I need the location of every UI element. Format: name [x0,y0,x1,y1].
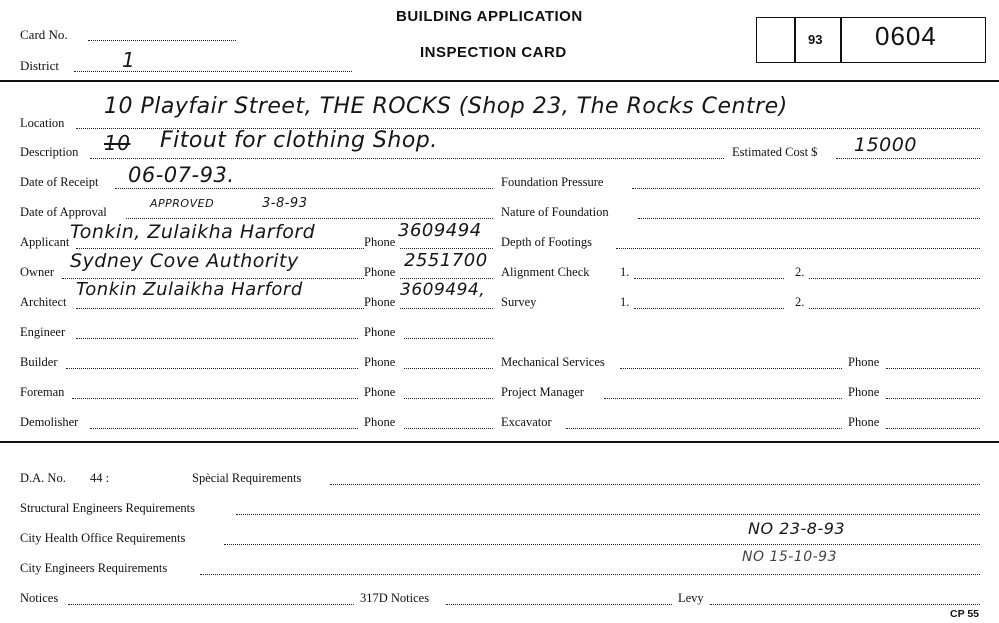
owner-phone-label: Phone [364,265,396,279]
date-receipt-label: Date of Receipt [20,175,99,189]
levy-label: Levy [678,591,704,605]
alignment-num-2: 2. [795,265,805,279]
structural-requirements-label: Structural Engineers Requirements [20,501,195,515]
applicant-phone-field[interactable] [400,248,493,249]
applicant-phone-label: Phone [364,235,396,249]
city-engineers-value: NO 15-10-93 [742,549,837,565]
date-approval-label: Date of Approval [20,205,107,219]
header-rule [0,80,999,82]
excavator-phone-field[interactable] [886,428,980,429]
engineer-label: Engineer [20,325,66,339]
alignment-check-field-1[interactable] [634,278,784,279]
description-field[interactable] [90,158,724,159]
survey-field-2[interactable] [809,308,980,309]
description-prefix: 10 [104,131,131,155]
alignment-check-field-2[interactable] [809,278,980,279]
engineer-phone-field[interactable] [404,338,493,339]
excavator-phone-label: Phone [848,415,880,429]
excavator-label: Excavator [501,415,552,429]
architect-value: Tonkin Zulaikha Harford [76,279,303,300]
estimated-cost-value: 15000 [854,134,917,156]
date-receipt-field[interactable] [115,188,493,189]
box-year: 93 [808,32,823,47]
demolisher-phone-field[interactable] [404,428,493,429]
special-requirements-field[interactable] [330,484,980,485]
demolisher-phone-label: Phone [364,415,396,429]
owner-phone-value: 2551700 [404,250,488,271]
mechanical-phone-field[interactable] [886,368,980,369]
health-requirements-value: NO 23-8-93 [748,519,846,538]
date-approval-field[interactable] [126,218,493,219]
notices-field[interactable] [68,604,354,605]
nature-foundation-label: Nature of Foundation [501,205,609,219]
project-manager-field[interactable] [604,398,842,399]
notices-317d-field[interactable] [446,604,672,605]
demolisher-field[interactable] [90,428,358,429]
builder-phone-field[interactable] [404,368,493,369]
foreman-phone-label: Phone [364,385,396,399]
foreman-label: Foreman [20,385,65,399]
engineer-field[interactable] [76,338,358,339]
date-approval-stamp: APPROVED [150,197,215,210]
architect-field[interactable] [76,308,364,309]
city-engineers-field[interactable] [200,574,980,575]
structural-requirements-field[interactable] [236,514,980,515]
foreman-phone-field[interactable] [404,398,493,399]
health-requirements-field[interactable] [224,544,980,545]
district-label: District [20,58,59,73]
description-label: Description [20,145,79,159]
applicant-value: Tonkin, Zulaikha Harford [70,221,316,243]
foreman-field[interactable] [72,398,358,399]
project-manager-phone-label: Phone [848,385,880,399]
estimated-cost-label: Estimated Cost $ [732,145,818,159]
box-divider-1 [794,17,796,63]
mechanical-services-label: Mechanical Services [501,355,605,369]
owner-value: Sydney Cove Authority [70,250,299,272]
da-no-value: 44 : [90,471,110,485]
date-receipt-value: 06-07-93. [128,163,235,187]
title-line-2: INSPECTION CARD [420,44,567,61]
location-value: 10 Playfair Street, THE ROCKS (Shop 23, The Rocks Centre) [104,94,788,119]
location-label: Location [20,116,65,130]
foundation-pressure-label: Foundation Pressure [501,175,604,189]
survey-num-1: 1. [620,295,630,309]
title-line-1: BUILDING APPLICATION [396,8,583,25]
health-requirements-label: City Health Office Requirements [20,531,186,545]
alignment-num-1: 1. [620,265,630,279]
builder-label: Builder [20,355,58,369]
notices-317d-label: 317D Notices [360,591,430,605]
foundation-pressure-field[interactable] [632,188,980,189]
box-number: 0604 [875,21,937,51]
notices-label: Notices [20,591,59,605]
architect-phone-value: 3609494, [400,280,486,300]
survey-field-1[interactable] [634,308,784,309]
applicant-phone-value: 3609494 [398,220,482,241]
builder-phone-label: Phone [364,355,396,369]
project-manager-phone-field[interactable] [886,398,980,399]
depth-footings-label: Depth of Footings [501,235,592,249]
architect-phone-label: Phone [364,295,396,309]
description-value: Fitout for clothing Shop. [160,128,438,153]
applicant-field[interactable] [76,248,364,249]
mechanical-phone-label: Phone [848,355,880,369]
owner-label: Owner [20,265,55,279]
form-code: CP 55 [950,608,979,620]
section-rule [0,441,999,443]
survey-num-2: 2. [795,295,805,309]
survey-label: Survey [501,295,537,309]
box-divider-2 [840,17,842,63]
alignment-check-label: Alignment Check [501,265,590,279]
depth-footings-field[interactable] [616,248,980,249]
owner-phone-field[interactable] [400,278,493,279]
nature-foundation-field[interactable] [638,218,980,219]
card-no-label: Card No. [20,27,68,42]
levy-field[interactable] [710,604,980,605]
da-no-label: D.A. No. [20,471,66,485]
applicant-label: Applicant [20,235,70,249]
city-engineers-label: City Engineers Requirements [20,561,168,575]
date-approval-value: 3-8-93 [262,196,308,211]
special-requirements-label: Spècial Requirements [192,471,302,485]
card-number-box [756,17,986,63]
engineer-phone-label: Phone [364,325,396,339]
district-value: 1 [122,48,136,72]
project-manager-label: Project Manager [501,385,584,399]
architect-phone-field[interactable] [400,308,493,309]
card-no-field[interactable] [88,40,236,41]
district-field[interactable] [74,71,352,72]
estimated-cost-field[interactable] [836,158,980,159]
builder-field[interactable] [66,368,358,369]
excavator-field[interactable] [566,428,842,429]
mechanical-services-field[interactable] [620,368,842,369]
demolisher-label: Demolisher [20,415,79,429]
architect-label: Architect [20,295,67,309]
